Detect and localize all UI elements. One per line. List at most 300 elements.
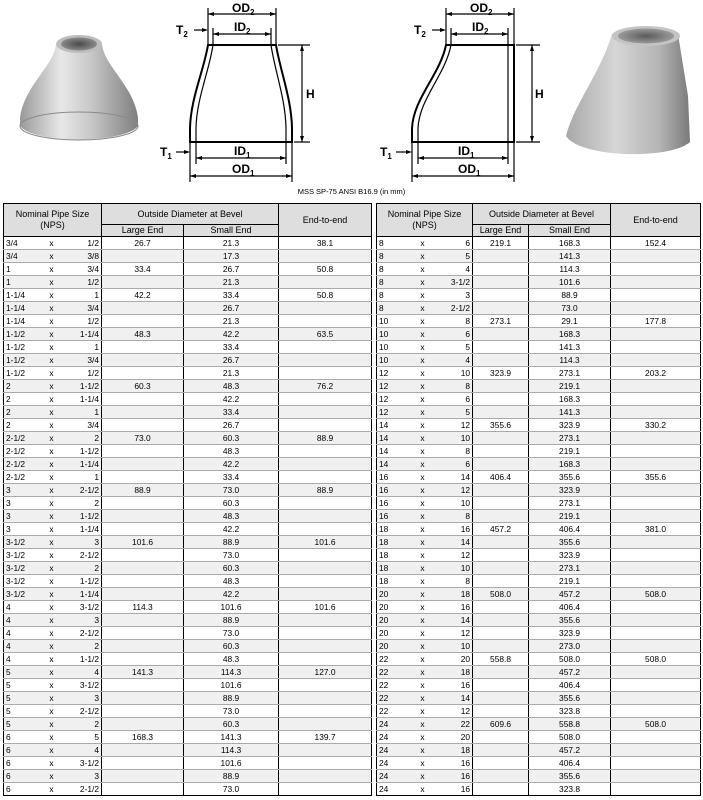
nps-large-cell: 20	[377, 601, 413, 614]
table-row	[377, 419, 701, 432]
x-cell: x	[413, 354, 433, 367]
large-end-cell: 33.4	[102, 263, 184, 276]
table-row	[4, 367, 372, 380]
end-to-end-cell: 508.0	[611, 653, 701, 666]
small-end-cell: 323.9	[529, 549, 611, 562]
nps-small-cell: 1/2	[62, 315, 102, 328]
end-to-end-cell	[279, 770, 372, 783]
nps-large-cell: 12	[377, 393, 413, 406]
nps-small-cell: 5	[433, 341, 473, 354]
large-end-cell	[473, 549, 529, 562]
small-end-cell: 219.1	[529, 575, 611, 588]
large-end-cell: 609.6	[473, 718, 529, 731]
large-end-cell	[102, 302, 184, 315]
large-end-cell	[102, 419, 184, 432]
small-end-cell: 33.4	[184, 341, 279, 354]
table-row	[4, 627, 372, 640]
large-end-cell: 60.3	[102, 380, 184, 393]
nps-small-cell: 8	[433, 315, 473, 328]
large-end-cell	[102, 458, 184, 471]
large-end-cell	[473, 770, 529, 783]
x-cell: x	[413, 367, 433, 380]
nps-small-cell: 18	[433, 588, 473, 601]
nps-large-cell: 24	[377, 731, 413, 744]
nps-large-cell: 3	[4, 484, 42, 497]
table-row	[4, 432, 372, 445]
large-end-cell: 406.4	[473, 471, 529, 484]
large-end-cell: 558.8	[473, 653, 529, 666]
small-end-cell: 168.3	[529, 393, 611, 406]
end-to-end-cell	[279, 562, 372, 575]
end-to-end-cell	[279, 588, 372, 601]
table-row	[4, 341, 372, 354]
small-end-header: Small End	[529, 225, 611, 237]
small-end-cell: 21.3	[184, 367, 279, 380]
small-end-cell: 73.0	[529, 302, 611, 315]
nps-large-cell: 6	[4, 783, 42, 796]
table-row	[4, 445, 372, 458]
nps-small-cell: 1	[62, 471, 102, 484]
end-to-end-cell	[279, 367, 372, 380]
x-cell: x	[42, 523, 62, 536]
table-row	[377, 315, 701, 328]
large-end-cell	[102, 653, 184, 666]
nps-large-cell: 3-1/2	[4, 549, 42, 562]
id1-label: $ID_1$	[234, 144, 251, 160]
nps-small-cell: 3	[433, 289, 473, 302]
small-end-cell: 101.6	[184, 601, 279, 614]
small-end-cell: 457.2	[529, 744, 611, 757]
x-cell: x	[413, 744, 433, 757]
end-to-end-cell	[611, 770, 701, 783]
large-end-cell	[102, 549, 184, 562]
small-end-cell: 73.0	[184, 549, 279, 562]
small-end-cell: 355.6	[529, 536, 611, 549]
end-to-end-cell	[611, 640, 701, 653]
table-row	[377, 276, 701, 289]
nps-large-cell: 3-1/2	[4, 588, 42, 601]
table-row	[4, 276, 372, 289]
table-row	[377, 341, 701, 354]
table-row	[377, 770, 701, 783]
small-end-cell: 101.6	[184, 757, 279, 770]
figure-header	[0, 0, 703, 202]
end-to-end-cell	[279, 575, 372, 588]
table-row	[4, 237, 372, 250]
end-to-end-cell	[279, 471, 372, 484]
nps-small-cell: 16	[433, 770, 473, 783]
x-cell: x	[42, 237, 62, 250]
x-cell: x	[42, 575, 62, 588]
large-end-cell	[102, 692, 184, 705]
end-to-end-cell	[279, 783, 372, 796]
end-to-end-cell: 76.2	[279, 380, 372, 393]
nps-small-cell: 1-1/4	[62, 588, 102, 601]
end-to-end-cell	[279, 653, 372, 666]
standard-caption: MSS SP-75 ANSI B16.9 (in mm)	[297, 187, 406, 196]
x-cell: x	[413, 679, 433, 692]
x-cell: x	[42, 731, 62, 744]
x-cell: x	[42, 627, 62, 640]
table-row	[4, 536, 372, 549]
table-row	[4, 471, 372, 484]
large-end-cell	[102, 341, 184, 354]
table-row	[377, 380, 701, 393]
x-cell: x	[42, 744, 62, 757]
x-cell: x	[42, 562, 62, 575]
x-cell: x	[413, 341, 433, 354]
nps-large-cell: 2	[4, 406, 42, 419]
x-cell: x	[413, 289, 433, 302]
end-to-end-cell	[279, 640, 372, 653]
large-end-cell	[102, 757, 184, 770]
reducer-table-left	[3, 203, 372, 796]
h-label: H	[535, 87, 544, 101]
table-row	[377, 302, 701, 315]
x-cell: x	[413, 783, 433, 796]
large-end-cell	[102, 770, 184, 783]
nps-large-cell: 3/4	[4, 237, 42, 250]
table-row	[4, 731, 372, 744]
nps-small-cell: 12	[433, 705, 473, 718]
large-end-cell	[102, 276, 184, 289]
table-row	[377, 237, 701, 250]
nps-large-cell: 16	[377, 484, 413, 497]
table-row	[377, 510, 701, 523]
end-to-end-cell	[611, 497, 701, 510]
end-to-end-cell: 508.0	[611, 718, 701, 731]
nps-small-cell: 2	[62, 718, 102, 731]
table-row	[377, 471, 701, 484]
x-cell: x	[42, 692, 62, 705]
nps-small-cell: 2	[62, 432, 102, 445]
small-end-cell: 88.9	[184, 614, 279, 627]
table-row	[377, 549, 701, 562]
small-end-cell: 114.3	[184, 666, 279, 679]
x-cell: x	[42, 263, 62, 276]
table-row	[4, 380, 372, 393]
end-to-end-cell: 381.0	[611, 523, 701, 536]
nps-small-cell: 1-1/2	[62, 510, 102, 523]
small-end-cell: 141.3	[529, 406, 611, 419]
nps-large-cell: 3	[4, 510, 42, 523]
end-to-end-cell: 88.9	[279, 432, 372, 445]
x-cell: x	[413, 458, 433, 471]
end-to-end-cell	[611, 757, 701, 770]
nps-large-cell: 4	[4, 601, 42, 614]
large-end-cell	[473, 458, 529, 471]
table-row	[4, 263, 372, 276]
small-end-header: Small End	[184, 225, 279, 237]
nps-small-cell: 3	[62, 692, 102, 705]
nps-small-cell: 2	[62, 562, 102, 575]
small-end-cell: 141.3	[529, 250, 611, 263]
nps-small-cell: 1-1/4	[62, 328, 102, 341]
small-end-cell: 168.3	[529, 328, 611, 341]
nps-small-cell: 8	[433, 445, 473, 458]
end-to-end-cell	[611, 445, 701, 458]
large-end-cell	[473, 302, 529, 315]
large-end-cell	[473, 354, 529, 367]
nps-large-cell: 24	[377, 757, 413, 770]
large-end-cell	[102, 445, 184, 458]
x-cell: x	[413, 666, 433, 679]
small-end-cell: 508.0	[529, 731, 611, 744]
end-to-end-cell	[611, 536, 701, 549]
nps-small-cell: 8	[433, 510, 473, 523]
x-cell: x	[42, 536, 62, 549]
end-to-end-cell	[279, 458, 372, 471]
table-row	[377, 627, 701, 640]
small-end-cell: 17.3	[184, 250, 279, 263]
nps-large-cell: 1-1/4	[4, 302, 42, 315]
end-to-end-cell: 127.0	[279, 666, 372, 679]
large-end-cell	[473, 445, 529, 458]
large-end-cell: 168.3	[102, 731, 184, 744]
table-row	[4, 484, 372, 497]
table-row	[4, 757, 372, 770]
nps-small-cell: 6	[433, 458, 473, 471]
x-cell: x	[413, 510, 433, 523]
nps-large-cell: 6	[4, 770, 42, 783]
large-end-cell: 273.1	[473, 315, 529, 328]
end-to-end-cell	[611, 380, 701, 393]
x-cell: x	[413, 471, 433, 484]
x-cell: x	[42, 497, 62, 510]
end-to-end-cell	[279, 614, 372, 627]
end-to-end-cell: 50.8	[279, 263, 372, 276]
large-end-cell	[473, 484, 529, 497]
nps-large-cell: 18	[377, 549, 413, 562]
large-end-cell	[473, 744, 529, 757]
small-end-cell: 33.4	[184, 406, 279, 419]
e2e-header: End-to-end	[611, 204, 701, 237]
table-row	[377, 562, 701, 575]
x-cell: x	[42, 354, 62, 367]
end-to-end-cell	[611, 705, 701, 718]
nps-large-cell: 10	[377, 354, 413, 367]
nps-large-cell: 10	[377, 341, 413, 354]
x-cell: x	[413, 588, 433, 601]
nps-small-cell: 6	[433, 393, 473, 406]
nps-large-cell: 5	[4, 692, 42, 705]
small-end-cell: 29.1	[529, 315, 611, 328]
table-row	[4, 250, 372, 263]
nps-large-cell: 1-1/4	[4, 289, 42, 302]
nps-large-cell: 5	[4, 679, 42, 692]
x-cell: x	[413, 705, 433, 718]
table-row	[377, 744, 701, 757]
table-row	[377, 523, 701, 536]
large-end-cell	[102, 406, 184, 419]
small-end-cell: 273.1	[529, 497, 611, 510]
nps-large-cell: 14	[377, 432, 413, 445]
table-row	[4, 601, 372, 614]
large-end-cell	[473, 536, 529, 549]
x-cell: x	[42, 302, 62, 315]
end-to-end-cell	[279, 250, 372, 263]
large-end-cell: 219.1	[473, 237, 529, 250]
nps-small-cell: 6	[433, 328, 473, 341]
large-end-cell: 141.3	[102, 666, 184, 679]
table-row	[377, 705, 701, 718]
x-cell: x	[42, 666, 62, 679]
nps-large-cell: 18	[377, 575, 413, 588]
nps-large-cell: 3/4	[4, 250, 42, 263]
nps-header: Nominal Pipe Size (NPS)	[4, 204, 102, 237]
small-end-cell: 168.3	[529, 237, 611, 250]
nps-large-cell: 8	[377, 250, 413, 263]
nps-large-cell: 2-1/2	[4, 432, 42, 445]
nps-small-cell: 3	[62, 614, 102, 627]
x-cell: x	[42, 510, 62, 523]
x-cell: x	[42, 250, 62, 263]
large-end-cell	[473, 341, 529, 354]
small-end-cell: 406.4	[529, 523, 611, 536]
table-row	[377, 432, 701, 445]
nps-small-cell: 3	[62, 770, 102, 783]
small-end-cell: 219.1	[529, 445, 611, 458]
end-to-end-cell	[279, 419, 372, 432]
end-to-end-cell	[611, 744, 701, 757]
small-end-cell: 114.3	[184, 744, 279, 757]
small-end-cell: 48.3	[184, 575, 279, 588]
table-row	[4, 354, 372, 367]
small-end-cell: 48.3	[184, 445, 279, 458]
nps-small-cell: 2-1/2	[62, 549, 102, 562]
x-cell: x	[413, 601, 433, 614]
end-to-end-cell	[611, 354, 701, 367]
x-cell: x	[413, 731, 433, 744]
large-end-cell	[473, 406, 529, 419]
nps-large-cell: 20	[377, 614, 413, 627]
nps-large-cell: 3-1/2	[4, 536, 42, 549]
x-cell: x	[413, 328, 433, 341]
nps-large-cell: 20	[377, 640, 413, 653]
nps-large-cell: 24	[377, 783, 413, 796]
nps-small-cell: 1	[62, 406, 102, 419]
small-end-cell: 141.3	[529, 341, 611, 354]
end-to-end-cell	[611, 614, 701, 627]
nps-large-cell: 24	[377, 770, 413, 783]
nps-small-cell: 3-1/2	[433, 276, 473, 289]
table-row	[377, 731, 701, 744]
nps-large-cell: 14	[377, 458, 413, 471]
x-cell: x	[42, 549, 62, 562]
table-row	[4, 315, 372, 328]
table-row	[4, 549, 372, 562]
nps-large-cell: 18	[377, 536, 413, 549]
small-end-cell: 60.3	[184, 718, 279, 731]
x-cell: x	[413, 770, 433, 783]
large-end-cell	[102, 718, 184, 731]
nps-small-cell: 8	[433, 380, 473, 393]
nps-small-cell: 12	[433, 484, 473, 497]
x-cell: x	[42, 367, 62, 380]
end-to-end-cell	[279, 510, 372, 523]
small-end-cell: 558.8	[529, 718, 611, 731]
nps-small-cell: 3/4	[62, 263, 102, 276]
small-end-cell: 60.3	[184, 497, 279, 510]
nps-small-cell: 2-1/2	[433, 302, 473, 315]
reducer-table-right	[376, 203, 701, 796]
x-cell: x	[413, 692, 433, 705]
nps-large-cell: 1-1/2	[4, 341, 42, 354]
nps-large-cell: 18	[377, 523, 413, 536]
large-end-cell	[473, 627, 529, 640]
table-row	[4, 588, 372, 601]
nps-small-cell: 1/2	[62, 276, 102, 289]
table-row	[377, 393, 701, 406]
nps-small-cell: 10	[433, 367, 473, 380]
small-end-cell: 26.7	[184, 419, 279, 432]
nps-large-cell: 6	[4, 731, 42, 744]
nps-small-cell: 4	[433, 263, 473, 276]
large-end-cell	[102, 510, 184, 523]
large-end-cell	[473, 783, 529, 796]
nps-small-cell: 8	[433, 575, 473, 588]
large-end-cell	[473, 679, 529, 692]
nps-small-cell: 2	[62, 640, 102, 653]
od-header: Outside Diameter at Bevel	[473, 204, 611, 225]
end-to-end-cell: 177.8	[611, 315, 701, 328]
small-end-cell: 508.0	[529, 653, 611, 666]
nps-small-cell: 3	[62, 536, 102, 549]
nps-large-cell: 22	[377, 679, 413, 692]
small-end-cell: 21.3	[184, 315, 279, 328]
od-header: Outside Diameter at Bevel	[102, 204, 279, 225]
nps-large-cell: 4	[4, 653, 42, 666]
nps-small-cell: 2-1/2	[62, 627, 102, 640]
nps-large-cell: 4	[4, 614, 42, 627]
end-to-end-cell	[611, 731, 701, 744]
small-end-cell: 355.6	[529, 770, 611, 783]
nps-small-cell: 14	[433, 471, 473, 484]
small-end-cell: 406.4	[529, 757, 611, 770]
large-end-cell	[102, 315, 184, 328]
x-cell: x	[413, 627, 433, 640]
nps-small-cell: 1/2	[62, 367, 102, 380]
end-to-end-cell	[279, 692, 372, 705]
x-cell: x	[42, 276, 62, 289]
nps-large-cell: 1	[4, 276, 42, 289]
large-end-cell	[473, 731, 529, 744]
large-end-cell	[102, 523, 184, 536]
nps-small-cell: 18	[433, 666, 473, 679]
x-cell: x	[42, 328, 62, 341]
large-end-cell: 88.9	[102, 484, 184, 497]
nps-small-cell: 3/8	[62, 250, 102, 263]
table-row	[4, 614, 372, 627]
nps-large-cell: 12	[377, 380, 413, 393]
table-row	[377, 666, 701, 679]
large-end-cell: 48.3	[102, 328, 184, 341]
x-cell: x	[413, 718, 433, 731]
nps-large-cell: 12	[377, 406, 413, 419]
large-end-cell	[473, 601, 529, 614]
table-row	[377, 588, 701, 601]
small-end-cell: 33.4	[184, 289, 279, 302]
end-to-end-cell	[611, 601, 701, 614]
end-to-end-cell: 50.8	[279, 289, 372, 302]
large-end-cell	[102, 367, 184, 380]
nps-small-cell: 10	[433, 640, 473, 653]
large-end-cell	[102, 614, 184, 627]
nps-large-cell: 10	[377, 328, 413, 341]
x-cell: x	[42, 679, 62, 692]
large-end-cell: 42.2	[102, 289, 184, 302]
nps-small-cell: 5	[62, 731, 102, 744]
